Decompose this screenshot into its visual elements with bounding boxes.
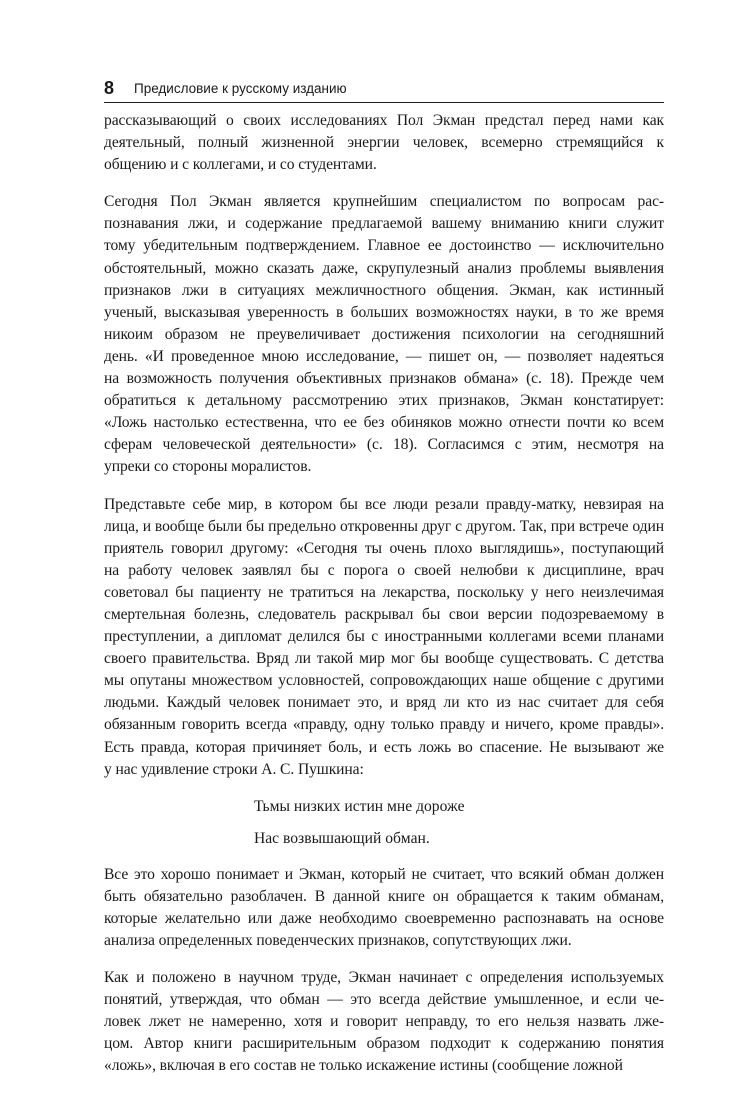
text-line: приятель говорил другому: «Сегодня ты очень плохо выглядишь», поступающий xyxy=(104,539,664,557)
poem-quote xyxy=(104,796,664,850)
paragraph xyxy=(104,864,664,952)
chapter-title: Предисловие к русскому изданию xyxy=(134,81,347,96)
body-text xyxy=(104,110,664,1093)
text-line: сферам человеческой деятельности» (с. 18). Согласимся с этим, несмотря на xyxy=(104,436,664,454)
text-line: мы опутаны множеством условностей, сопровождающих наше общение с другими xyxy=(104,672,664,690)
text-line: ученый, высказывая уверенность в больших возможностях науки, в то же время xyxy=(104,303,664,321)
text-line: рассказывающий о своих исследованиях Пол Экман предстал перед нами как xyxy=(104,112,664,129)
text-line: понятий, утверждая, что обман — это всегда действие умышленное, и если че- xyxy=(104,991,664,1009)
text-line: Как и положено в научном труде, Экман начинает с определения используемых xyxy=(104,969,664,987)
text-line: никоим образом не преувеличивает достижения психологии на сегодняшний xyxy=(104,325,664,343)
text-line: Сегодня Пол Экман является крупнейшим специалистом по вопросам рас- xyxy=(104,193,664,211)
text-line: обстоятельный, можно сказать даже, скрупулезный анализ проблемы выявления xyxy=(104,259,664,277)
text-line: своего правительства. Вряд ли такой мир мог бы вообще существовать. С детства xyxy=(104,650,664,668)
text-line: обратиться к детальному рассмотрению этих признаков, Экман констатирует: xyxy=(104,392,664,410)
text-line: тому убедительным подтверждением. Главное ее достоинство — исключительно xyxy=(104,237,664,255)
text-line: общению и с коллегами, и со студентами. xyxy=(104,156,377,174)
paragraph xyxy=(104,967,664,1077)
paragraph xyxy=(104,110,664,176)
text-line: признаков лжи в ситуациях межличностного общения. Экман, как истинный xyxy=(104,281,664,299)
text-line: которые желательно или даже необходимо своевременно распознавать на основе xyxy=(104,909,664,927)
text-line: цом. Автор книги расширительным образом подходит к содержанию понятия xyxy=(104,1035,664,1053)
text-line: ловек лжет не намеренно, хотя и говорит неправду, то его нельзя назвать лже- xyxy=(104,1013,664,1031)
text-line: «ложь», включая в его состав не только искажение истины (сообщение ложной xyxy=(104,1057,623,1075)
text-line: «Ложь настолько естественна, что ее без обиняков можно отнести почти ко всем xyxy=(104,414,664,432)
text-line: советовал бы пациенту не тратиться на лекарства, поскольку у него неизлечимая xyxy=(104,583,664,601)
text-line: деятельный, полный жизненной энергии человек, всемерно стремящийся к xyxy=(104,134,664,152)
text-line: Представьте себе мир, в котором бы все люди резали правду-матку, невзирая на xyxy=(104,495,664,513)
poem-line: Тьмы низких истин мне дороже xyxy=(254,797,465,815)
text-line: преступлении, а дипломат делился бы с иностранными коллегами всеми планами xyxy=(104,628,664,646)
text-line: на возможность получения объективных признаков обмана» (с. 18). Прежде чем xyxy=(104,370,664,388)
page-number: 8 xyxy=(104,78,115,98)
text-line: людьми. Каждый человек понимает это, и вряд ли кто из нас считает для себя xyxy=(104,694,664,712)
text-line: упреки со стороны моралистов. xyxy=(104,458,312,476)
text-line: у нас удивление строки А. С. Пушкина: xyxy=(104,760,364,778)
paragraph xyxy=(104,191,664,478)
running-header xyxy=(104,80,664,103)
paragraphs-after-poem xyxy=(104,864,664,1078)
text-line: Все это хорошо понимает и Экман, который не считает, что всякий обман должен xyxy=(104,865,664,883)
text-line: анализа определенных поведенческих признаков, сопутствующих лжи. xyxy=(104,932,572,949)
paragraphs-before-poem xyxy=(104,110,664,781)
text-line: на работу человек заявлял бы с порога о своей нелюбви к дисциплине, врач xyxy=(104,561,664,579)
text-line: день. «И проведенное мною исследование, — пишет он, — позволяет надеяться xyxy=(104,347,664,365)
text-line: смертельная болезнь, следователь раскрывал бы свои версии подозреваемому в xyxy=(104,605,664,623)
text-line: обязанным говорить всегда «правду, одну только правду и ничего, кроме правды». xyxy=(104,716,664,734)
text-line: лица, и вообще были бы предельно откровенны друг с другом. Так, при встрече один xyxy=(104,517,664,535)
paragraph xyxy=(104,494,664,781)
text-line: быть обязательно разоблачен. В данной книге он обращается к таким обманам, xyxy=(104,887,664,905)
text-line: познавания лжи, и содержание предлагаемой вашему вниманию книги служит xyxy=(104,215,664,233)
text-line: Есть правда, которая причиняет боль, и есть ложь во спасение. Не вызывают же xyxy=(104,738,664,756)
poem-line: Нас возвышающий обман. xyxy=(254,829,430,847)
